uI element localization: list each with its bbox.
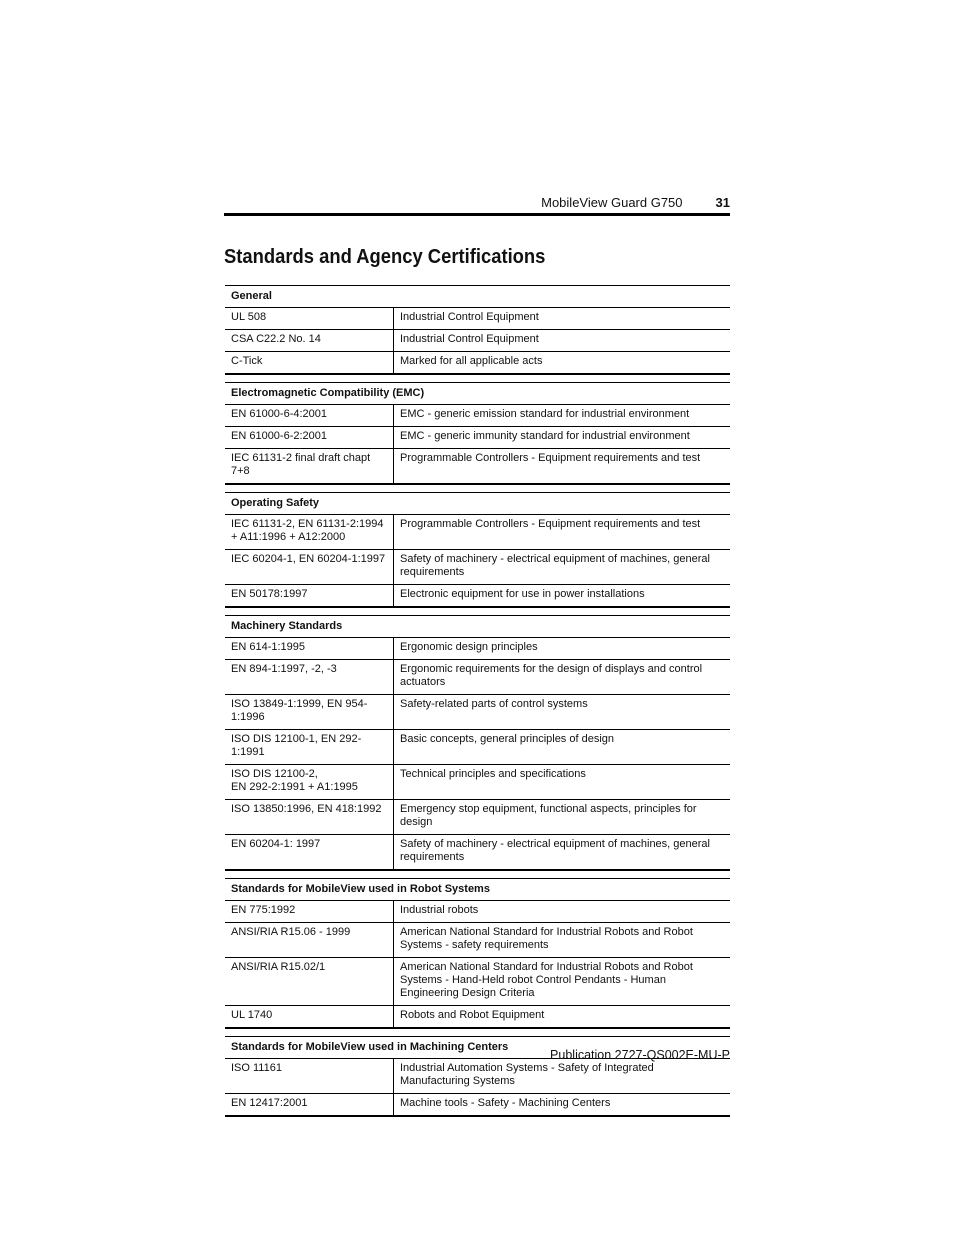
standards-table [225,1059,730,1117]
description-cell: Programmable Controllers - Equipment requirements and test [394,515,731,550]
section-heading: Standards for MobileView used in Machining Centers [225,1036,730,1059]
description-cell: Safety of machinery - electrical equipment of machines, general requirements [394,550,731,585]
standards-table [225,515,730,608]
standard-cell: EN 775:1992 [225,901,394,923]
standard-cell: UL 508 [225,308,394,330]
standards-table [225,308,730,375]
page-number: 31 [715,194,730,210]
description-cell: American National Standard for Industrial Robots and Robot Systems - safety requirements [394,923,731,958]
table-row [225,1094,730,1117]
standard-cell: ANSI/RIA R15.06 - 1999 [225,923,394,958]
standard-cell: EN 61000-6-2:2001 [225,427,394,449]
table-row [225,308,730,330]
standards-table [225,638,730,871]
description-cell: Safety of machinery - electrical equipment of machines, general requirements [394,835,731,871]
standard-cell: ISO DIS 12100-2, EN 292-2:1991 + A1:1995 [225,765,394,800]
table-row [225,800,730,835]
standard-cell: ANSI/RIA R15.02/1 [225,958,394,1006]
standard-cell: EN 61000-6-4:2001 [225,405,394,427]
table-row [225,515,730,550]
section-heading: Standards for MobileView used in Robot Systems [225,878,730,901]
table-row [225,427,730,449]
standard-cell: EN 60204-1: 1997 [225,835,394,871]
table-row [225,695,730,730]
description-cell: Ergonomic requirements for the design of displays and control actuators [394,660,731,695]
table-row [225,923,730,958]
description-cell: Robots and Robot Equipment [394,1006,731,1029]
standard-cell: UL 1740 [225,1006,394,1029]
standard-cell: IEC 61131-2, EN 61131-2:1994 + A11:1996 + A12:2000 [225,515,394,550]
standard-cell: EN 614-1:1995 [225,638,394,660]
section-heading: Operating Safety [225,492,730,515]
table-row [225,550,730,585]
description-cell: EMC - generic immunity standard for industrial environment [394,427,731,449]
standards-section [225,492,730,608]
description-cell: Safety-related parts of control systems [394,695,731,730]
description-cell: Industrial Automation Systems - Safety of Integrated Manufacturing Systems [394,1059,731,1094]
table-row [225,730,730,765]
page-title: Standards and Agency Certifications [224,246,546,268]
standards-section [225,878,730,1029]
table-row [225,330,730,352]
table-row [225,449,730,485]
description-cell: Industrial Control Equipment [394,330,731,352]
document-name: MobileView Guard G750 [541,194,683,210]
table-row [225,638,730,660]
table-row [225,835,730,871]
section-heading: General [225,285,730,308]
standard-cell: ISO 13850:1996, EN 418:1992 [225,800,394,835]
table-row [225,405,730,427]
standard-cell: ISO 11161 [225,1059,394,1094]
standard-cell: EN 12417:2001 [225,1094,394,1117]
table-row [225,660,730,695]
table-row [225,765,730,800]
publication-footer: Publication 2727-QS002E-MU-P [550,1048,730,1062]
description-cell: Machine tools - Safety - Machining Centers [394,1094,731,1117]
table-row [225,1006,730,1029]
description-cell: Ergonomic design principles [394,638,731,660]
standard-cell: IEC 60204-1, EN 60204-1:1997 [225,550,394,585]
standard-cell: ISO 13849-1:1999, EN 954-1:1996 [225,695,394,730]
table-row [225,1059,730,1094]
table-row [225,585,730,608]
standard-cell: C-Tick [225,352,394,375]
description-cell: American National Standard for Industrial Robots and Robot Systems - Hand-Held robot Control Pendants - Human Engineering Design Criteria [394,958,731,1006]
standard-cell: EN 894-1:1997, -2, -3 [225,660,394,695]
standard-cell: ISO DIS 12100-1, EN 292-1:1991 [225,730,394,765]
standard-cell: EN 50178:1997 [225,585,394,608]
description-cell: Technical principles and specifications [394,765,731,800]
standards-section [225,382,730,485]
description-cell: Industrial robots [394,901,731,923]
table-row [225,901,730,923]
table-row [225,352,730,375]
description-cell: Basic concepts, general principles of design [394,730,731,765]
standards-table [225,405,730,485]
description-cell: EMC - generic emission standard for industrial environment [394,405,731,427]
header-rule [224,213,730,216]
standard-cell: IEC 61131-2 final draft chapt 7+8 [225,449,394,485]
section-heading: Machinery Standards [225,615,730,638]
standards-section [225,285,730,375]
standards-table [225,901,730,1029]
standards-section [225,615,730,871]
description-cell: Programmable Controllers - Equipment requirements and test [394,449,731,485]
standard-cell: CSA C22.2 No. 14 [225,330,394,352]
section-heading: Electromagnetic Compatibility (EMC) [225,382,730,405]
standards-sections [225,285,730,1124]
description-cell: Emergency stop equipment, functional aspects, principles for design [394,800,731,835]
running-header [224,192,730,212]
description-cell: Marked for all applicable acts [394,352,731,375]
table-row [225,958,730,1006]
description-cell: Industrial Control Equipment [394,308,731,330]
description-cell: Electronic equipment for use in power installations [394,585,731,608]
